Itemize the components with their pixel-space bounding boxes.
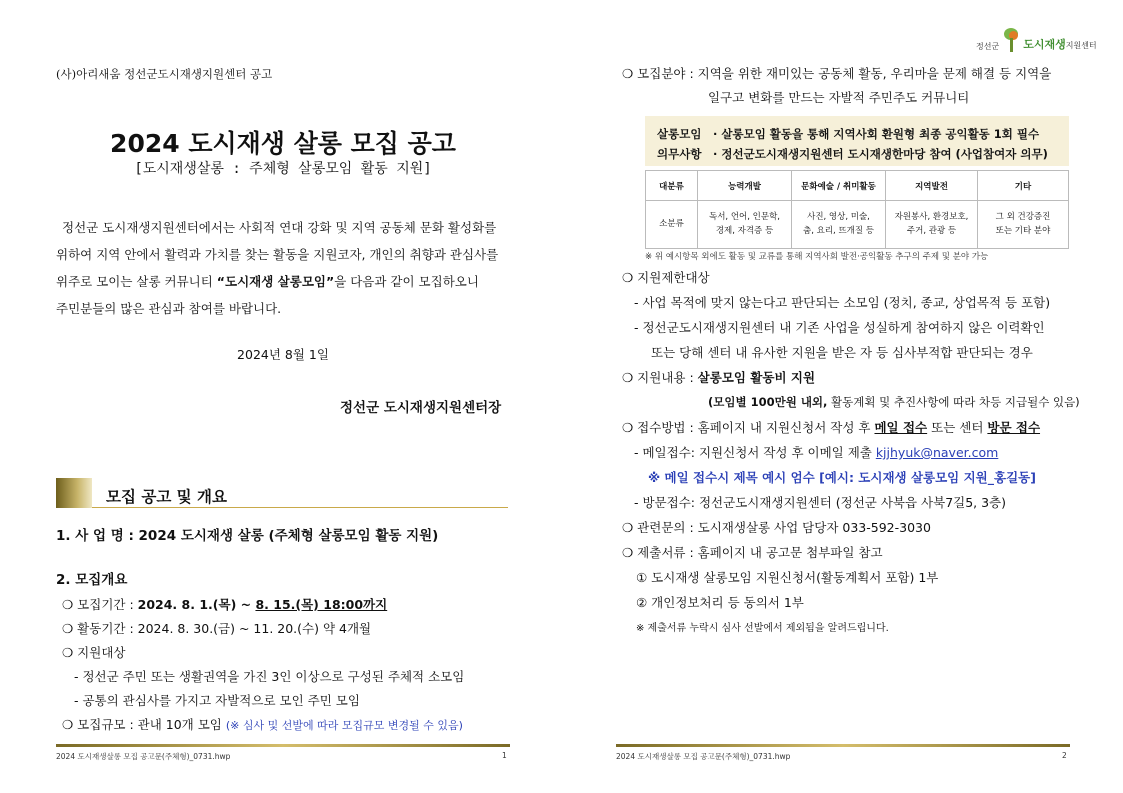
intro-line-2: 위하여 지역 안에서 활력과 가치를 찾는 활동을 지원코자, 개인의 취향과 관심사를: [56, 247, 499, 262]
visit-apply: - 방문접수: 정선군도시재생지원센터 (정선군 사북읍 사북7길5, 3층): [634, 495, 1007, 510]
tree-logo-icon: [1003, 28, 1019, 52]
table-cell: 독서, 언어, 인문학, 경제, 자격증 등: [698, 201, 792, 249]
salon-duty-box: [645, 116, 1069, 166]
category-table: [645, 170, 1069, 249]
logo-region: 정선군: [976, 42, 1000, 51]
support-content: ❍ 지원내용 : 살롱모임 활동비 지원: [622, 370, 816, 385]
footer-filename: 2024 도시재생살롱 모집 공고문(주체형)_0731.hwp: [56, 752, 231, 761]
support-target-2: - 공통의 관심사를 가지고 자발적으로 모인 주민 모임: [74, 693, 360, 708]
section-heading: [56, 478, 508, 508]
logo-name: 도시재생지원센터: [1023, 38, 1097, 51]
document-item-1: ① 도시재생 살롱모임 지원신청서(활동계획서 포함) 1부: [636, 570, 939, 585]
intro-line-4: 주민분들의 많은 관심과 참여를 바랍니다.: [56, 301, 282, 316]
support-target-heading: ❍ 지원대상: [62, 645, 126, 660]
overview-heading: 2. 모집개요: [56, 572, 128, 588]
table-cell: 사진, 영상, 미술, 춤, 요리, 뜨개질 등: [792, 201, 886, 249]
footer-rule: [616, 744, 1070, 747]
limit-item-2: - 정선군도시재생지원센터 내 기존 사업을 성실하게 참여하지 않은 이력확인: [634, 320, 1045, 335]
table-header-row: [646, 171, 1069, 201]
document-item-2: ② 개인정보처리 등 동의서 1부: [636, 595, 804, 610]
support-target-1: - 정선군 주민 또는 생활권역을 가진 3인 이상으로 구성된 주체적 소모임: [74, 669, 465, 684]
activity-period: ❍ 활동기간 : 2024. 8. 30.(금) ~ 11. 20.(수) 약 4개월: [62, 621, 372, 636]
announcement-date: 2024년 8월 1일: [237, 347, 329, 362]
center-logo: [976, 22, 1097, 52]
limit-heading: ❍ 지원제한대상: [622, 270, 710, 285]
table-header: 대분류: [646, 171, 698, 201]
recruit-scale: ❍ 모집규모 : 관내 10개 모임 (※ 심사 및 선발에 따라 모집규모 변경될 수 있음): [62, 717, 463, 732]
apply-method: ❍ 접수방법 : 홈페이지 내 지원신청서 작성 후 메일 접수 또는 센터 방문 접수: [622, 420, 1041, 435]
recruit-field-line-1: ❍ 모집분야 : 지역을 위한 재미있는 공동체 활동, 우리마을 문제 해결 등 지역을: [622, 66, 1052, 81]
limit-item-3: 또는 당해 센터 내 유사한 지원을 받은 자 등 심사부적합 판단되는 경우: [651, 345, 1033, 360]
page-title: 2024 도시재생 살롱 모집 공고: [110, 129, 456, 158]
intro-line-3: 위주로 모이는 살롱 커뮤니티 “도시재생 살롱모임”을 다음과 같이 모집하오니: [56, 274, 479, 289]
mail-apply: - 메일접수: 지원신청서 작성 후 이메일 제출 kjjhyuk@naver.com: [634, 445, 999, 460]
issuer-signature: 정선군 도시재생지원센터장: [340, 400, 502, 416]
table-header: 지역발전: [886, 171, 978, 201]
intro-line-1: 정선군 도시재생지원센터에서는 사회적 연대 강화 및 지역 공동체 문화 활성화를: [62, 220, 497, 235]
announcing-org: (사)아리새움 정선군도시재생지원센터 공고: [56, 67, 273, 81]
business-name: 1. 사 업 명 : 2024 도시재생 살롱 (주체형 살롱모임 활동 지원): [56, 528, 439, 544]
duty-item-2: · 정선군도시재생지원센터 도시재생한마당 참여 (사업참여자 의무): [713, 147, 1048, 161]
documents-heading: ❍ 제출서류 : 홈페이지 내 공고문 첨부파일 참고: [622, 545, 883, 560]
page-number: 1: [502, 751, 507, 760]
table-cell: 자원봉사, 환경보호, 주거, 관광 등: [886, 201, 978, 249]
recruit-period: ❍ 모집기간 : 2024. 8. 1.(목) ~ 8. 15.(목) 18:00까지: [62, 597, 388, 612]
support-amount: (모임별 100만원 내외, 활동계획 및 추진사항에 따라 차등 지급될수 있음): [708, 395, 1080, 409]
footer-rule: [56, 744, 510, 747]
row-label: 소분류: [646, 201, 698, 249]
table-header: 문화예술 / 취미활동: [792, 171, 886, 201]
table-header: 능력개발: [698, 171, 792, 201]
limit-item-1: - 사업 목적에 맞지 않는다고 판단되는 소모임 (정치, 종교, 상업목적 등 포함): [634, 295, 1051, 310]
email-link[interactable]: kjjhyuk@naver.com: [875, 445, 999, 460]
mail-subject-note: ※ 메일 접수시 제목 예시 엄수 [예시: 도시재생 살롱모임 지원_홍길동]: [648, 470, 1036, 485]
duty-item-1: · 살롱모임 활동을 통해 지역사회 환원형 최종 공익활동 1회 필수: [713, 127, 1040, 141]
contact-info: ❍ 관련문의 : 도시재생살롱 사업 담당자 033-592-3030: [622, 520, 931, 535]
footer-filename: 2024 도시재생살롱 모집 공고문(주체형)_0731.hwp: [616, 752, 791, 761]
documents-note: ※ 제출서류 누락시 심사 선발에서 제외됨을 알려드립니다.: [636, 623, 889, 634]
section-heading-label: 모집 공고 및 개요: [106, 488, 228, 506]
table-cell: 그 외 건강증진 또는 기타 분야: [978, 201, 1069, 249]
page-subtitle: [도시재생살롱 : 주체형 살롱모임 활동 지원]: [134, 161, 432, 177]
duty-label-2: 의무사항: [657, 147, 702, 161]
table-note: ※ 위 예시항목 외에도 활동 및 교류를 통해 지역사회 발전·공익활동 추구의 주제 및 분야 가능: [645, 252, 989, 262]
table-row: [646, 201, 1069, 249]
duty-label-1: 살롱모임: [657, 127, 702, 141]
table-header: 기타: [978, 171, 1069, 201]
page-number: 2: [1062, 751, 1067, 760]
recruit-field-line-2: 일구고 변화를 만드는 자발적 주민주도 커뮤니티: [708, 90, 970, 105]
